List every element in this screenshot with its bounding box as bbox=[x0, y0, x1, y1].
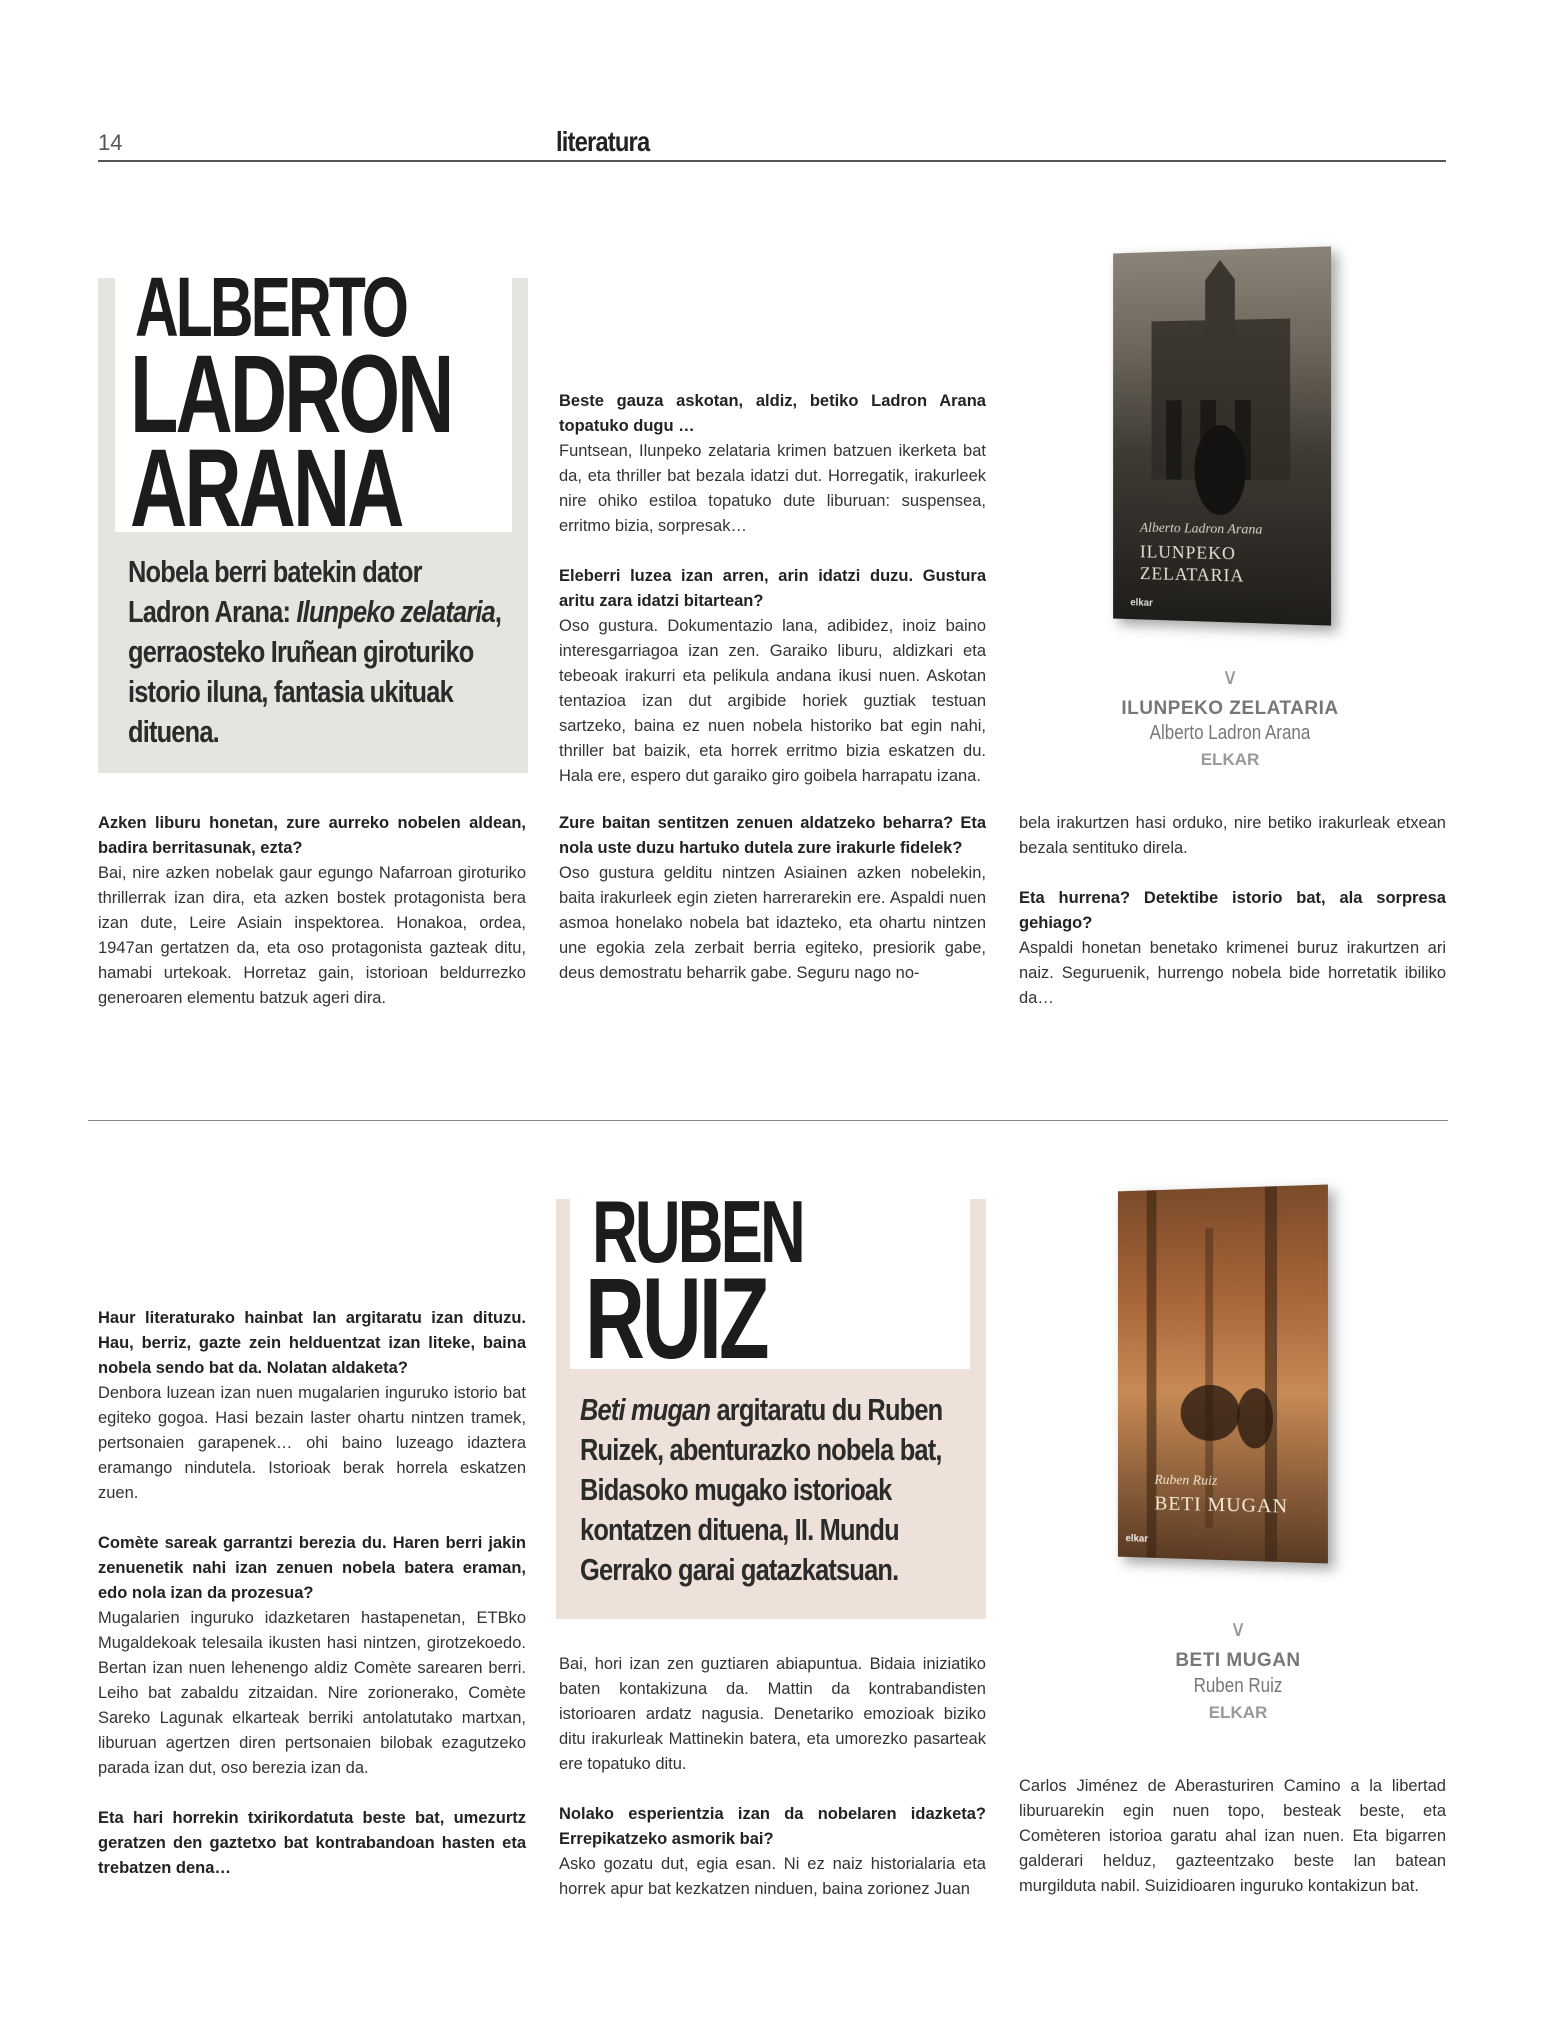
article-divider bbox=[88, 1120, 1448, 1121]
book-caption-publisher: ELKAR bbox=[1200, 750, 1260, 769]
interview-question: Eta hari horrekin txirikordatuta beste bat, umezurtz geratzen den gaztetxo bat kontrabandoan hasten eta trebatzen dena… bbox=[98, 1809, 526, 1877]
interview-answer: bela irakurtzen hasi orduko, nire betiko irakurleak etxean bezala sentituko direla. bbox=[1019, 814, 1446, 857]
article1-column-2-bottom bbox=[559, 811, 986, 1011]
article2-column-1 bbox=[98, 1306, 526, 1906]
interview-question: Beste gauza askotan, aldiz, betiko Ladron Arana topatuko dugu … bbox=[559, 392, 986, 435]
book-cover-author: Alberto Ladron Arana bbox=[1139, 520, 1263, 538]
chevron-down-icon: ∨ bbox=[1221, 664, 1239, 689]
article2-column-3 bbox=[1019, 1774, 1446, 1924]
article1-name-last: ARANA bbox=[130, 427, 402, 550]
article2-name-last: RUIZ bbox=[585, 1255, 767, 1383]
interview-answer: Denbora luzean izan nuen mugalarien inguruko istorio bat egiteko gogoa. Hasi bezain laster ohartu nintzen tramek, pertsonaien garapenek… ohi baino luzeago idaztera eramango nindutela. Istorioak berak horrela eskatzen zuen. bbox=[98, 1384, 526, 1502]
interview-question: Haur literaturako hainbat lan argitaratu izan dituzu. Hau, berriz, gazte zein helduentzat izan liteke, baina nobela sendo bat da. Nolatan aldaketa? bbox=[98, 1309, 526, 1377]
interview-answer: Funtsean, Ilunpeko zelataria krimen batzuen ikerketa bat da, eta thriller bat bezala idatzi dut. Horregatik, irakurleek nire ohiko estiloa topatuko dute liburuan: suspensea, erritmo bizia, sorpresak… bbox=[559, 442, 986, 535]
interview-answer: Asko gozatu dut, egia esan. Ni ez naiz historialaria eta horrek apur bat kezkatzen ninduen, baina zorionez Juan bbox=[559, 1855, 986, 1898]
interview-answer: Aspaldi honetan benetako krimenei buruz irakurtzen ari naiz. Seguruenik, hurrengo nobela bide horretatik ibiliko da… bbox=[1019, 939, 1446, 1007]
book-cover-title: ILUNPEKO ZELATARIA bbox=[1139, 541, 1245, 586]
interview-question: Eleberri luzea izan arren, arin idatzi duzu. Gustura aritu zara idatzi bitartean? bbox=[559, 567, 986, 610]
book-caption-publisher: ELKAR bbox=[1208, 1703, 1268, 1722]
article2-name-first: RUBEN bbox=[592, 1182, 803, 1281]
interview-answer: Carlos Jiménez de Aberasturiren Camino a la libertad liburuarekin egin nuen topo, besteak beste, eta Comèteren istorioa garatu ahal izan nuen. Eta bigarren galderari helduz, gazteentzako beste lan batean murgilduta nabil. Suizidioaren inguruko kontakizun bat. bbox=[1019, 1777, 1446, 1895]
book-cover-beti-mugan bbox=[1118, 1185, 1328, 1564]
interview-question: Zure baitan sentitzen zenuen aldatzeko beharra? Eta nola uste duzu hartuko dutela zure irakurle fidelek? bbox=[559, 814, 986, 857]
interview-answer: Oso gustura gelditu nintzen Asiainen azken nobelekin, baita irakurleek egin zieten harrerarekin ere. Aspaldi nuen asmoa honelako nobela bat idazteko, eta ohartu nintzen une egokia zela zerbait berria egiteko, presiorik gabe, deus demostratu beharrik gabe. Seguru nago no- bbox=[559, 864, 986, 982]
interview-question: Eta hurrena? Detektibe istorio bat, ala sorpresa gehiago? bbox=[1019, 889, 1446, 932]
article1-column-3 bbox=[1019, 811, 1446, 1036]
interview-answer: Mugalarien inguruko idazketaren hastapenetan, ETBko Mugaldekoak telesaila ikusten hasi nintzen, girotzekoedo. Bertan izan nuen lehenengo aldiz Comète sarearen berri. Leiho bat zabaldu zitzaidan. Nire zorionerako, Comète Sareko Lagunak elkarteak berriki antolatutako martxan, liburuan agertzen diren pertsonaien bilobak ezagutzeko parada izan dut, oso berezia izan da. bbox=[98, 1609, 526, 1777]
interview-answer: Bai, nire azken nobelak gaur egungo Nafarroan giroturiko thrillerrak izan dira, eta azken bostek protagonista bera izan dute, Leire Asiain inspektorea. Honakoa, ordea, 1947an gertatzen da, eta oso protagonista gazteak ditu, hamabi urtekoak. Horretaz gain, istorioan beldurrezko generoaren elementu batzuk ageri dira. bbox=[98, 864, 526, 1007]
book-cover-publisher: elkar bbox=[1130, 597, 1153, 609]
interview-answer: Oso gustura. Dokumentazio lana, adibidez, inoiz baino interesgarriagoa izan zen. Garaiko liburu, aldizkari eta tebeoak irakurri eta pelikula andana ikusi nuen. Askotan tentazioa izan dut argibide horiek guztiak testuan sartzeko, baina ez nuen nobela historiko bat egin nahi, thriller bat baizik, eta horrek erritmo bizia eskatzen du. Hala ere, espero dut garaiko giro goibela harrapatu izana. bbox=[559, 617, 986, 785]
interview-question: Nolako esperientzia izan da nobelaren idazketa? Errepikatzeko asmorik bai? bbox=[559, 1805, 986, 1848]
book-cover-publisher: elkar bbox=[1125, 1533, 1149, 1545]
section-title: literatura bbox=[556, 126, 650, 157]
article1-name-middle: LADRON bbox=[130, 333, 452, 456]
interview-question: Comète sareak garrantzi berezia du. Haren berri jakin zenuenetik nahi izan zenuen nobela batera eraman, edo nola izan da prozesua? bbox=[98, 1534, 526, 1602]
book-caption-title: BETI MUGAN bbox=[1175, 1650, 1301, 1671]
interview-answer: Bai, hori izan zen guztiaren abiapuntua. Bidaia iniziatiko baten kontakizuna da. Mattin da kontrabandisten istorioaren ardatz nagusia. Denetariko emozioak biziko ditu irakurleak Mattinekin batera, eta umorezko pasarteak ere topatuko ditu. bbox=[559, 1655, 986, 1773]
article1-column-2-top bbox=[559, 389, 986, 814]
book-cover-author: Ruben Ruiz bbox=[1154, 1472, 1218, 1489]
chevron-down-icon: ∨ bbox=[1229, 1616, 1247, 1641]
article1-lead: Nobela berri batekin dator Ladron Arana: Ilunpeko zelataria, gerraosteko Iruñean giroturiko istorio iluna, fantasia ukituak dituena. bbox=[128, 554, 502, 749]
book-cover-ilunpeko-zelataria bbox=[1113, 246, 1331, 625]
book-cover-title: BETI MUGAN bbox=[1154, 1492, 1289, 1518]
interview-question: Azken liburu honetan, zure aurreko nobelen aldean, badira berritasunak, ezta? bbox=[98, 814, 526, 857]
article2-column-2 bbox=[559, 1652, 986, 1927]
header-rule bbox=[98, 160, 1446, 162]
book-caption-title: ILUNPEKO ZELATARIA bbox=[1121, 698, 1339, 719]
article1-column-1 bbox=[98, 811, 526, 1036]
book-caption-author: Alberto Ladron Arana bbox=[1149, 722, 1311, 744]
article2-lead: Beti mugan argitaratu du Ruben Ruizek, abenturazko nobela bat, Bidasoko mugako istorioak kontatzen dituena, II. Mundu Gerrako garai gatazkatsuan. bbox=[580, 1392, 943, 1587]
page-number: 14 bbox=[98, 130, 123, 155]
book-caption-author: Ruben Ruiz bbox=[1193, 1675, 1283, 1697]
article1-name-first: ALBERTO bbox=[135, 260, 407, 354]
